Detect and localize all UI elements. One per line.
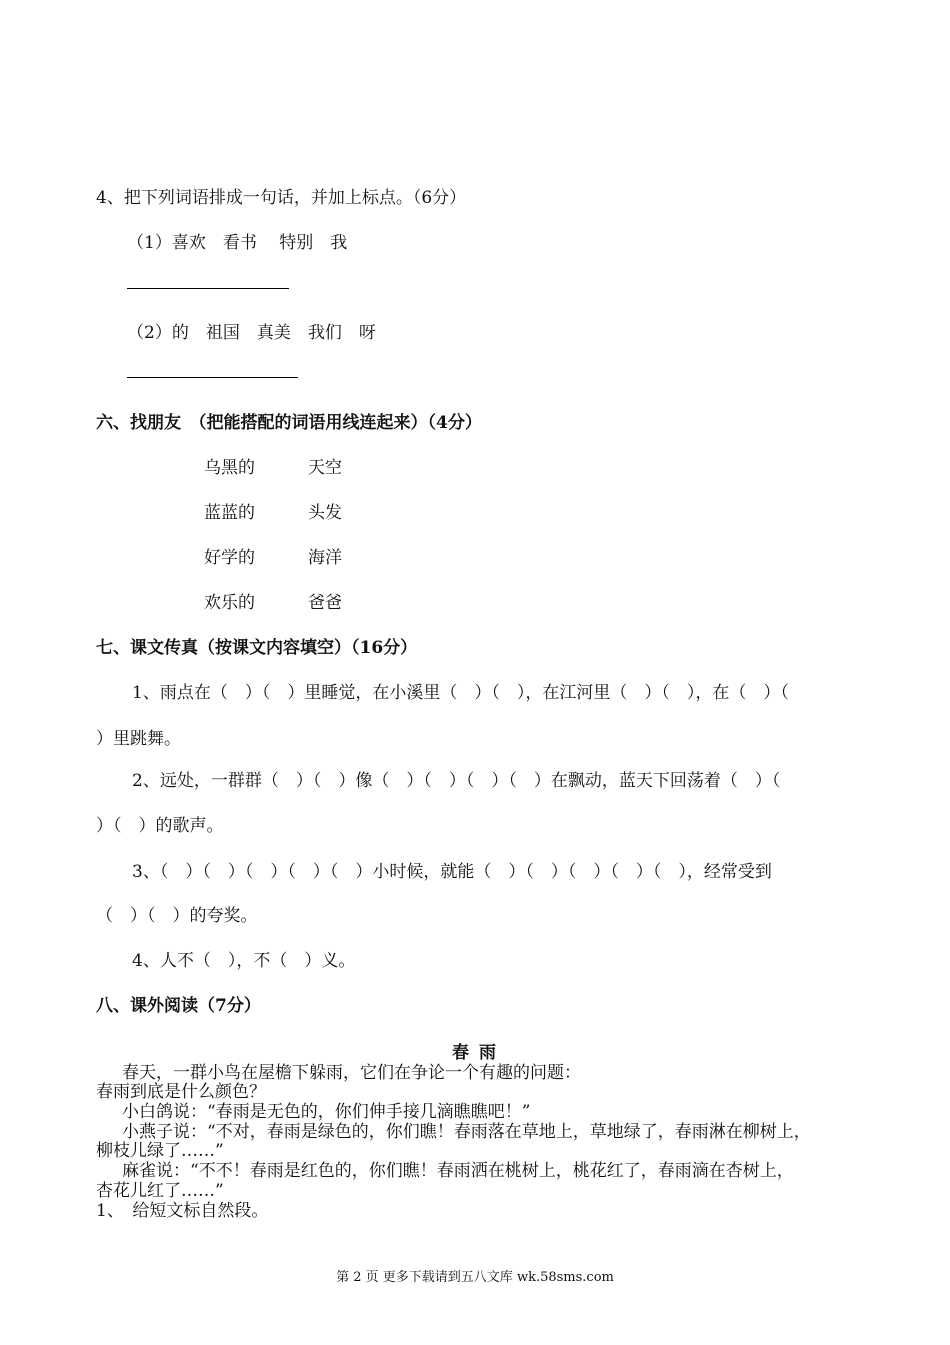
passage-title: 春 雨 bbox=[452, 1043, 498, 1063]
q4-heading: 4、把下列词语排成一句话，并加上标点。（6分） bbox=[96, 188, 467, 208]
fill-q4: 4、人不（ ），不（ ）义。 bbox=[132, 951, 356, 971]
q4-item-1: （1）喜欢 看书 特别 我 bbox=[127, 233, 348, 253]
match-left-4[interactable]: 欢乐的 bbox=[204, 593, 255, 613]
match-left-2[interactable]: 蓝蓝的 bbox=[204, 503, 255, 523]
fill-q2-line1: 2、远处，一群群（ ）（ ）像（ ）（ ）（ ）（ ）在飘动，蓝天下回荡着（ ）（ bbox=[132, 771, 781, 791]
answer-line-2[interactable] bbox=[127, 377, 298, 378]
passage-p1-a: 春天，一群小鸟在屋檐下躲雨，它们在争论一个有趣的问题： bbox=[122, 1063, 581, 1083]
passage-p4-b: 杏花儿红了……” bbox=[96, 1181, 224, 1201]
fill-q2-line2: ）（ ）的歌声。 bbox=[96, 816, 224, 836]
passage-p4-a: 麻雀说：“不不！春雨是红色的，你们瞧！春雨洒在桃树上，桃花红了，春雨滴在杏树上， bbox=[122, 1161, 794, 1181]
page-footer: 第 2 页 更多下载请到五八文库 wk.58sms.com bbox=[336, 1270, 614, 1285]
passage-p1-b: 春雨到底是什么颜色？ bbox=[96, 1082, 266, 1102]
passage-p3-b: 柳枝儿绿了……” bbox=[96, 1141, 224, 1161]
reading-q1: 1、 给短文标自然段。 bbox=[96, 1201, 269, 1221]
fill-q3-line2: （ ）（ ）的夸奖。 bbox=[96, 906, 258, 926]
q4-item-2: （2）的 祖国 真美 我们 呀 bbox=[127, 323, 376, 343]
match-right-4[interactable]: 爸爸 bbox=[308, 593, 342, 613]
fill-q3-line1: 3、（ ）（ ）（ ）（ ）（ ）小时候，就能（ ）（ ）（ ）（ ）（ ），经常受到 bbox=[132, 862, 772, 882]
section-7-heading: 七、课文传真（按课文内容填空）（16分） bbox=[96, 638, 418, 658]
passage-p3-a: 小燕子说：“不对，春雨是绿色的，你们瞧！春雨落在草地上，草地绿了，春雨淋在柳树上， bbox=[122, 1122, 811, 1142]
match-left-1[interactable]: 乌黑的 bbox=[204, 458, 255, 478]
answer-line-1[interactable] bbox=[127, 288, 289, 289]
match-right-2[interactable]: 头发 bbox=[308, 503, 342, 523]
fill-q1-line1: 1、雨点在（ ）（ ）里睡觉，在小溪里（ ）（ ），在江河里（ ）（ ），在（ ）（ bbox=[132, 683, 789, 703]
section-6-heading: 六、找朋友 （把能搭配的词语用线连起来）（4分） bbox=[96, 413, 482, 433]
match-right-3[interactable]: 海洋 bbox=[308, 548, 342, 568]
match-right-1[interactable]: 天空 bbox=[308, 458, 342, 478]
section-8-heading: 八、课外阅读（7分） bbox=[96, 996, 261, 1016]
match-left-3[interactable]: 好学的 bbox=[204, 548, 255, 568]
fill-q1-line2: ）里跳舞。 bbox=[96, 729, 181, 749]
passage-p2: 小白鸽说：“春雨是无色的，你们伸手接几滴瞧瞧吧！” bbox=[122, 1102, 531, 1122]
